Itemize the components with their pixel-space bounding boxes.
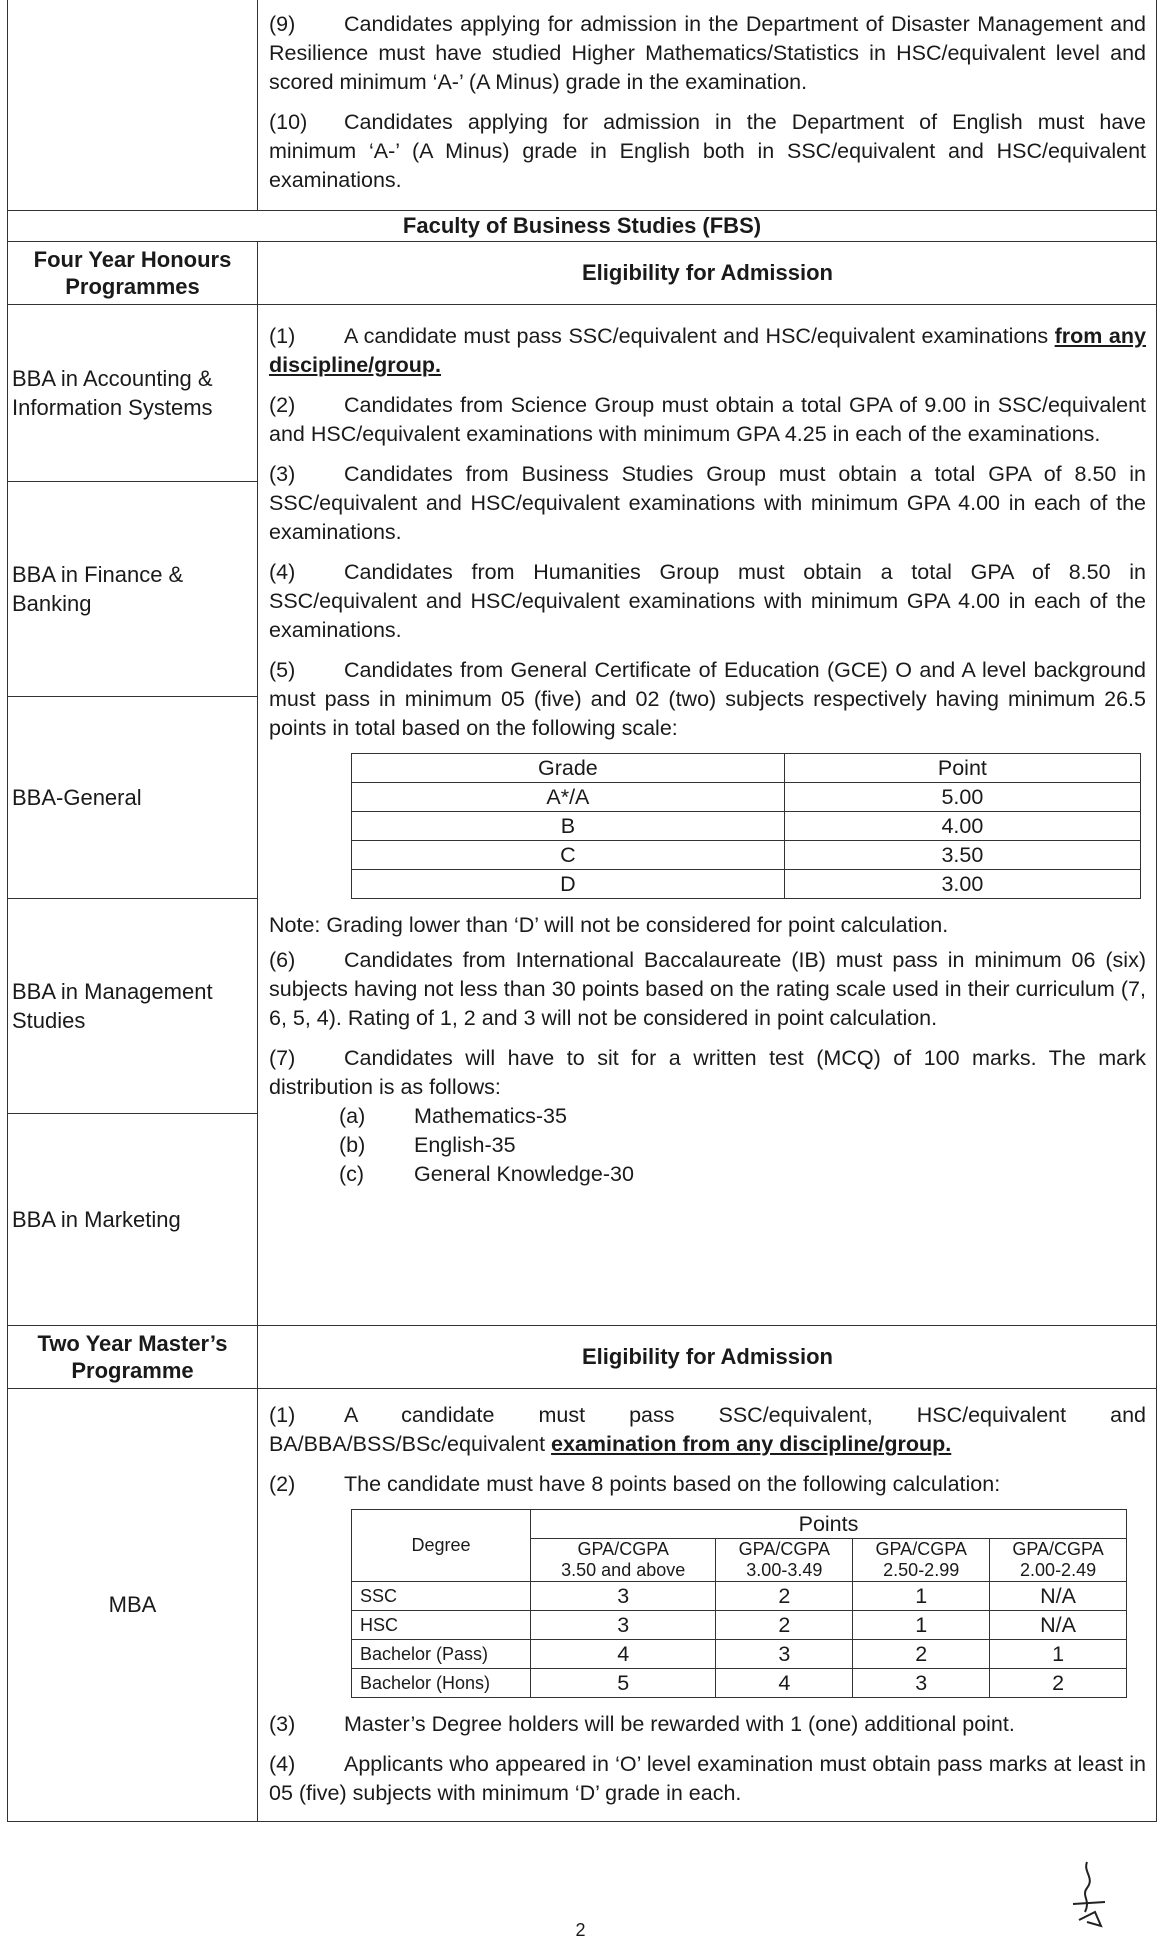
page-number: 2 — [575, 1920, 586, 1940]
mark-distribution-item: (c) General Knowledge-30 — [339, 1162, 634, 1186]
gpa-range-header: GPA/CGPA 3.00-3.49 — [716, 1539, 853, 1582]
criterion-item: (7) Candidates will have to sit for a written test (MCQ) of 100 marks. The mark distribution is as follows: — [269, 1046, 1146, 1099]
point-header: Point — [784, 754, 1140, 783]
points-header: Points — [531, 1510, 1127, 1539]
table-row: A*/A 5.00 — [352, 783, 1141, 812]
criterion-item: (2) The candidate must have 8 points based on the following calculation: — [269, 1472, 1001, 1496]
criterion-item: (4) Applicants who appeared in ‘O’ level examination must obtain pass marks at least in 05 (five) subjects with minimum ‘D’ grade in each. — [269, 1752, 1146, 1805]
grade-header: Grade — [352, 754, 785, 783]
points-table — [351, 1509, 1127, 1698]
mark-distribution-item: (a) Mathematics-35 — [339, 1104, 567, 1128]
degree-header: Degree — [352, 1510, 531, 1582]
grade-point-table — [351, 753, 1141, 899]
criterion-item: (3) Candidates from Business Studies Group must obtain a total GPA of 8.50 in SSC/equivalent and HSC/equivalent examinations with minimum GPA 4.00 in each of the examinations. — [269, 462, 1146, 544]
masters-header-right: Eligibility for Admission — [582, 1344, 833, 1369]
honours-header-right: Eligibility for Admission — [582, 260, 833, 285]
mark-distribution-item: (b) English-35 — [339, 1133, 516, 1157]
programme-name: BBA-General — [8, 696, 257, 898]
programme-name: BBA in Management Studies — [8, 898, 257, 1113]
faculty-title-row — [8, 210, 1156, 241]
honours-header-left: Four Year Honours Programmes — [8, 242, 258, 304]
programme-name: BBA in Finance & Banking — [8, 481, 257, 696]
gpa-range-header: GPA/CGPA 3.50 and above — [531, 1539, 716, 1582]
criterion-item: (2) Candidates from Science Group must obtain a total GPA of 9.00 in SSC/equivalent and HSC/equivalent examinations with minimum GPA 4.25 in each of the examinations. — [269, 393, 1146, 446]
table-row: Bachelor (Hons) 5 4 3 2 — [352, 1669, 1127, 1698]
honours-body-row — [8, 304, 1156, 1325]
criterion-item: (1) A candidate must pass SSC/equivalent, HSC/equivalent and BA/BBA/BSS/BSc/equivalent examination from any discipline/group. — [269, 1403, 1146, 1456]
table-row: Bachelor (Pass) 4 3 2 1 — [352, 1640, 1127, 1669]
criterion-item: (4) Candidates from Humanities Group must obtain a total GPA of 8.50 in SSC/equivalent and HSC/equivalent examinations with minimum GPA 4.00 in each of the examinations. — [269, 560, 1146, 642]
table-row: HSC 3 2 1 N/A — [352, 1611, 1127, 1640]
criterion-item: (3) Master’s Degree holders will be rewarded with 1 (one) additional point. — [269, 1712, 1015, 1736]
grading-note: Note: Grading lower than ‘D’ will not be considered for point calculation. — [269, 913, 949, 937]
faculty-title: Faculty of Business Studies (FBS) — [402, 213, 762, 238]
criterion-item: (1) A candidate must pass SSC/equivalent and HSC/equivalent examinations from any discipline/group. — [269, 324, 1146, 377]
masters-body-row — [8, 1388, 1156, 1821]
honours-header-row — [8, 241, 1156, 304]
programme-list — [8, 305, 258, 1325]
criterion-item: (9) Candidates applying for admission in the Department of Disaster Management and Resilience must have studied Higher Mathematics/Statistics in HSC/equivalent level and scored minimum ‘A-’ (A Minus) grade in the examination. — [269, 12, 1146, 94]
programme-name: MBA — [8, 1389, 258, 1821]
empty-programme-cell — [8, 0, 258, 210]
table-row: D 3.00 — [352, 870, 1141, 899]
criterion-item: (10) Candidates applying for admission in the Department of English must have minimum ‘A-’ (A Minus) grade in English both in SSC/equivalent and HSC/equivalent examinations. — [269, 110, 1146, 192]
eligibility-table — [7, 0, 1157, 1822]
table-row: B 4.00 — [352, 812, 1141, 841]
gpa-range-header: GPA/CGPA 2.00-2.49 — [990, 1539, 1127, 1582]
programme-name: BBA in Marketing — [8, 1113, 257, 1325]
table-row: C 3.50 — [352, 841, 1141, 870]
criterion-item: (6) Candidates from International Baccalaureate (IB) must pass in minimum 06 (six) subjects having not less than 30 points based on the rating scale used in their curriculum (7, 6, 5, 4). Rating of 1, 2 and 3 will not be considered in point calculation. — [269, 948, 1146, 1030]
table-row: SSC 3 2 1 N/A — [352, 1582, 1127, 1611]
masters-header-left: Two Year Master’s Programme — [8, 1326, 258, 1388]
programme-name: BBA in Accounting & Information Systems — [12, 366, 213, 420]
masters-header-row — [8, 1325, 1156, 1388]
gpa-range-header: GPA/CGPA 2.50-2.99 — [853, 1539, 990, 1582]
criterion-item: (5) Candidates from General Certificate of Education (GCE) O and A level background must pass in minimum 05 (five) and 02 (two) subjects respectively having minimum 26.5 points in total based on the following scale: — [269, 658, 1146, 740]
continuation-row — [8, 0, 1156, 210]
